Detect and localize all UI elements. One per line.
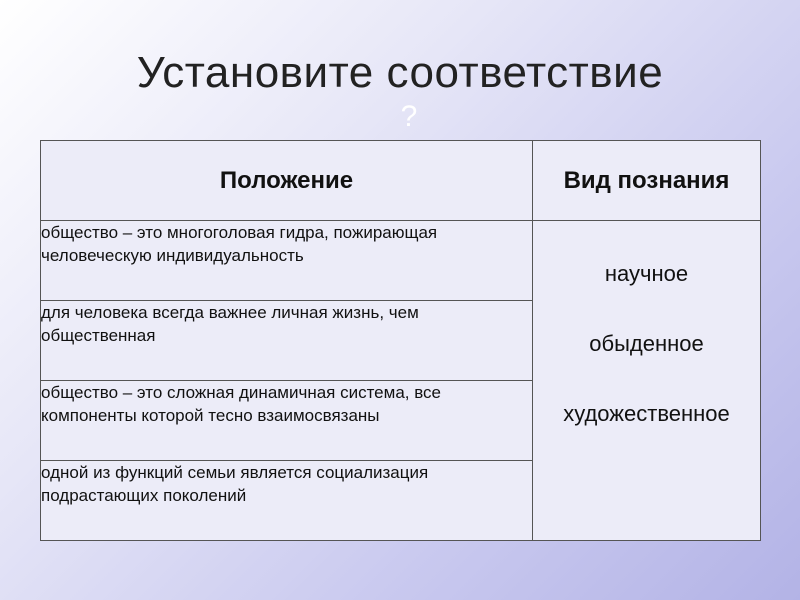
header-position: Положение xyxy=(41,141,533,221)
header-knowledge-type: Вид познания xyxy=(533,141,761,221)
table-row xyxy=(41,221,761,301)
knowledge-type-scientific: научное xyxy=(604,261,689,286)
statement-1: общество – это многоголовая гидра, пожирающая человеческую индивидуальность xyxy=(41,221,533,301)
question-mark: ? xyxy=(400,100,418,133)
knowledge-types-cell xyxy=(533,221,761,541)
table-header-row xyxy=(41,141,761,221)
statement-4: одной из функций семьи является социализация подрастающих поколений xyxy=(41,461,533,541)
knowledge-type-everyday: обыденное xyxy=(589,331,704,356)
matching-table xyxy=(40,140,761,541)
statement-3: общество – это сложная динамичная система, все компоненты которой тесно взаимосвязаны xyxy=(41,381,533,461)
knowledge-type-artistic: художественное xyxy=(563,401,730,426)
statement-2: для человека всегда важнее личная жизнь, чем общественная xyxy=(41,301,533,381)
slide-title: Установите соответствие xyxy=(136,48,664,97)
